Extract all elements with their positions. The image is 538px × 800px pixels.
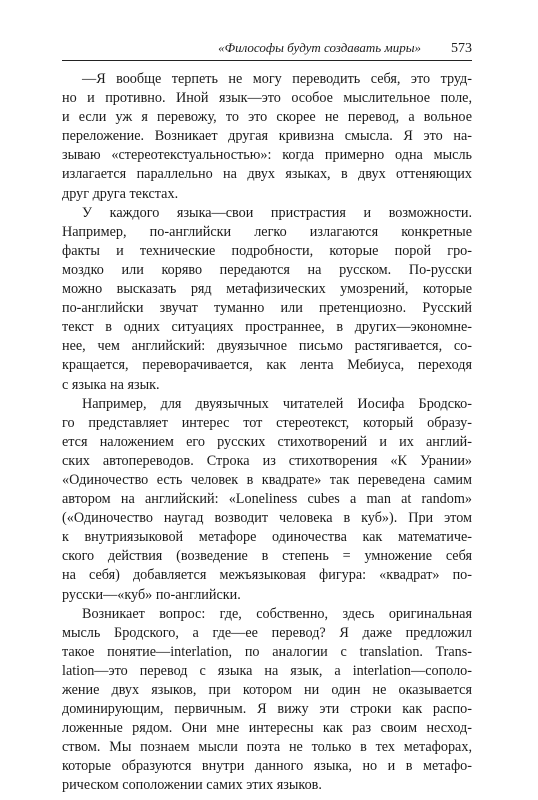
text-line: жение двух языков, при котором ни один не оказывается xyxy=(62,682,472,698)
paragraph xyxy=(62,605,472,796)
running-head xyxy=(62,40,472,60)
page-number: 573 xyxy=(451,41,472,56)
running-head-title: «Философы будут создавать миры» xyxy=(218,40,421,55)
text-line: —Я вообще терпеть не могу переводить себя, это труд- xyxy=(82,71,472,87)
text-line: Например, для двуязычных читателей Иосифа Бродско- xyxy=(82,395,472,412)
text-line: автором на английский: «Loneliness cubes a man at random» xyxy=(62,491,472,508)
text-line: доминирующим, первичным. Я вижу эти строки как распо- xyxy=(62,701,472,718)
text-line: которые образуются внутри данного языка, но и в метафо- xyxy=(62,758,472,775)
text-line: ством. Мы познаем мысли поэта не только в тех метафорах, xyxy=(62,739,472,756)
text-line: друг друга текстах. xyxy=(62,185,179,202)
text-line: го представляет интерес тот стереотекст, который образу- xyxy=(62,414,472,431)
text-line: но и противно. Иной язык—это особое мыслительное поле, xyxy=(62,90,472,107)
text-line: рическом соположении самих этих языков. xyxy=(62,777,322,794)
text-line: ложенные рядом. Они мне интересны как раз своим несход- xyxy=(62,720,472,737)
text-line: ского действия (возведение в степень = умножение себя xyxy=(62,548,472,565)
text-line: и если уж я перевожу, то это скорее не перевод, а вольное xyxy=(62,109,472,126)
text-line: ется наложением его русских стихотворений и их англий- xyxy=(62,433,472,450)
text-line: излагается параллельно на двух языках, в двух оттеняющих xyxy=(62,166,472,183)
text-line: lation—это перевод с языка на язык, а interlation—сополо- xyxy=(62,662,472,679)
header-rule xyxy=(62,60,472,61)
paragraph xyxy=(62,204,472,395)
book-page xyxy=(62,0,472,800)
text-line: кращается, переворачивается, как лента Мебиуса, переходя xyxy=(62,357,472,374)
paragraph xyxy=(62,70,472,204)
text-line: такое понятие—interlation, по аналогии с translation. Trans- xyxy=(62,643,472,660)
text-line: У каждого языка—свои пристрастия и возможности. xyxy=(82,204,472,221)
text-line: нее, чем английский: двуязычное письмо растягивается, со- xyxy=(62,338,472,355)
text-line: на себя) добавляется межъязыковая фигура: «квадрат» по- xyxy=(62,567,472,584)
text-line: зываю «стереотекстуальностью»: когда примерно одна мысль xyxy=(62,147,472,164)
text-line: текст в одних ситуациях пространнее, в других—экономне- xyxy=(62,319,472,336)
text-line: можно высказать ряд метафизических умозрений, которые xyxy=(62,281,472,298)
text-line: по-английски звучат туманно или претенциозно. Русский xyxy=(62,300,472,317)
text-line: «Одиночество есть человек в квадрате» так переведена самим xyxy=(62,471,472,488)
text-line: с языка на язык. xyxy=(62,376,160,393)
text-line: («Одиночество наугад возводит человека в куб»). При этом xyxy=(62,510,472,527)
text-line: к внутриязыковой метафоре одиночества как математиче- xyxy=(62,529,472,546)
paragraph xyxy=(62,395,472,605)
text-line: моздко или коряво передаются на русском. По-русски xyxy=(62,261,472,278)
text-line: мысль Бродского, а где—ее перевод? Я даже предложил xyxy=(62,624,472,641)
text-line: русски—«куб» по-английски. xyxy=(62,586,241,603)
text-line: факты и технические подробности, которые порой гро- xyxy=(62,242,472,259)
body-text xyxy=(62,70,472,796)
text-line: Возникает вопрос: где, собственно, здесь оригинальная xyxy=(82,605,472,622)
text-line: переложение. Возникает другая кривизна смысла. Я это на- xyxy=(62,128,472,145)
text-line: ских автопереводов. Строка из стихотворения «К Урании» xyxy=(62,452,472,469)
text-line: Например, по-английски легко излагаются конкретные xyxy=(62,223,472,240)
